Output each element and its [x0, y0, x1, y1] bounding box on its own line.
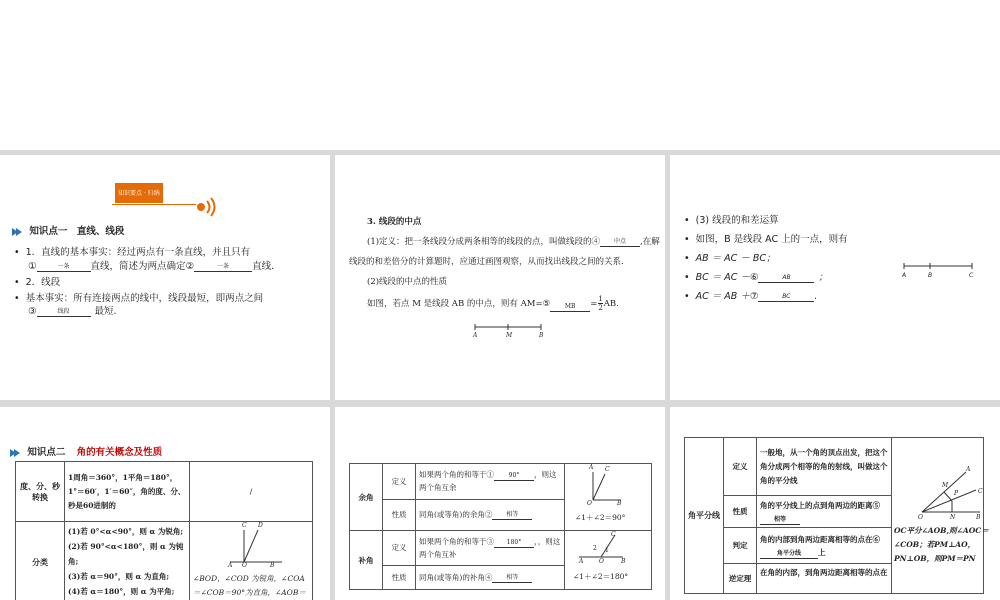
supp-definition: 如果两个角的和等于③ 180° ，，则这两个角互补	[416, 531, 565, 566]
definition-line: (1)定义：把一条线段分成两条相等的线段的点，叫做线段的④ 中点 ,在解	[367, 237, 660, 247]
slide-angle-concepts[interactable]	[0, 407, 330, 600]
fig-label-m: M	[942, 482, 949, 489]
point-label-m: M	[506, 332, 513, 339]
slide-segment-midpoint[interactable]	[335, 155, 665, 400]
slide-angle-bisector[interactable]	[670, 407, 1000, 600]
slide-segment-sum-difference[interactable]	[670, 155, 1000, 400]
comp-definition: 如果两个角的和等于① 90° ，则这两个角互余	[416, 464, 565, 500]
property-text: 角的平分线上的点到角两边的距离⑤相等	[757, 496, 892, 528]
answer-blank-4[interactable]: 中点	[600, 238, 640, 247]
bullet-line-1: • (3) 线段的和差运算	[684, 215, 779, 226]
cell-inverse: 逆定理	[724, 564, 757, 594]
point-label-b: B	[928, 272, 933, 279]
cell-definition: 定义	[383, 531, 416, 566]
property-line: 如图，若点 M 是线段 AB 的中点，则有 AM=⑤ MB = $\frac{1}{2}$ AB.	[367, 295, 619, 312]
fig-label-a: A	[228, 562, 233, 569]
fig-label-o: O	[242, 562, 247, 569]
bullet-1-line-a: 1．直线的基本事实：经过两点有一条直线，并且只有	[25, 247, 251, 258]
slide-line-segment-basics[interactable]	[0, 155, 330, 400]
bullet-1-line-b: ① 一条 直线，简述为两点确定② 一条 直线.	[28, 261, 275, 272]
definition-text: 一般地，从一个角的顶点出发，把这个角分成两个相等的角的射线，叫做这个角的平分线	[757, 438, 892, 496]
point-label-a: A	[473, 332, 478, 339]
comp-formula: ∠1＋∠2＝90°	[575, 513, 626, 522]
section-heading	[10, 444, 162, 458]
judgement-text: 角的内部到角两边距离相等的点在⑥角平分线 上	[757, 528, 892, 564]
fig-label-a: A	[579, 558, 584, 565]
heading-label: 知识点二	[27, 447, 66, 458]
cell-property: 性质	[383, 565, 416, 589]
bullet-line-2: • 如图，B 是线段 AC 上的一点，则有	[684, 234, 848, 245]
comp-property: 同角(或等角)的余角② 相等	[416, 499, 565, 530]
fig-label-b: B	[617, 500, 622, 507]
supp-figure	[565, 531, 652, 590]
fig-label-a: A	[589, 464, 594, 471]
badge-underline	[112, 204, 196, 205]
fig-label-b: B	[976, 514, 981, 521]
fig-label-n: N	[950, 514, 956, 521]
badge-label: 知识要点 · 归纳	[118, 190, 160, 197]
row-head-conversion: 度、分、秒转换	[16, 462, 65, 522]
classification-example: ∠BOD，∠COD 为锐角，∠COA＝∠COB＝90°为直角，∠AOB＝	[193, 574, 306, 597]
answer-blank-2[interactable]: 一条	[194, 263, 252, 272]
answer-blank-6[interactable]: 角平分线	[760, 550, 818, 559]
bullet-3-line-b: ③ 线段 最短.	[28, 306, 117, 317]
comp-figure	[565, 464, 652, 531]
fig-label-c: C	[978, 488, 983, 495]
bisector-figure-cell	[892, 438, 989, 594]
classification-list: (1)若 0°<α<90°，则 α 为锐角; (2)若 90°<α<180°，则 α 为钝角; (3)若 α＝90°，则 α 为直角; (4)若 α＝180°，则 α 为平角;	[65, 522, 190, 600]
point-label-c: C	[969, 272, 974, 279]
supp-formula: ∠1＋∠2＝180°	[573, 572, 629, 581]
triangle-bullet-icon	[16, 228, 22, 236]
answer-blank-4[interactable]: 相等	[492, 574, 532, 583]
point-label-b: B	[539, 332, 544, 339]
section-heading	[12, 223, 124, 237]
cell-definition: 定义	[383, 464, 416, 500]
fig-label-a: A	[966, 466, 971, 473]
bullet-3: • 基本事实：所有连接两点的线中，线段最短，即两点之间	[14, 293, 264, 304]
bisector-description: OC平分∠AOB,则∠AOC＝∠COB；若PM⊥AO，PN⊥OB，则PM＝PN	[894, 526, 989, 563]
answer-blank-1[interactable]: 90°	[494, 472, 534, 481]
answer-blank-2[interactable]: 相等	[492, 511, 532, 520]
conversion-text: 1周角＝360°，1平角＝180°，1°＝60′，1′＝60″，角的度、分、秒是60进制的	[65, 462, 190, 522]
cell-property: 性质	[383, 499, 416, 530]
fig-label-p: P	[954, 490, 959, 497]
supp-property: 同角(或等角)的补角④ 相等	[416, 565, 565, 589]
heading-text: 知识点一 直线、线段	[29, 226, 125, 237]
bullet-line-3: • AB ＝ AC － BC；	[684, 253, 776, 264]
slide-title: 3. 线段的中点	[367, 217, 422, 227]
answer-blank-7[interactable]: BC	[758, 293, 814, 302]
heading-title: 角的有关概念及性质	[76, 447, 163, 458]
fig-label-c: C	[242, 522, 247, 529]
fig-label-2: 2	[593, 545, 597, 552]
cell-property: 性质	[724, 496, 757, 528]
bullet-line-5: • AC ＝ AB ＋⑦ BC .	[684, 291, 818, 302]
slide-complementary-supplementary[interactable]	[335, 407, 665, 600]
definition-line-2: 线段的和差倍分的计算题时，应通过画图观察，从而找出线段之间的关系.	[349, 257, 624, 267]
row-head-classification: 分类	[16, 522, 65, 600]
angle-figure	[226, 524, 286, 568]
answer-blank-6[interactable]: AB	[758, 274, 814, 283]
cell-definition: 定义	[724, 438, 757, 496]
point-label-a: A	[902, 272, 907, 279]
answer-blank-1[interactable]: 一条	[37, 263, 91, 272]
fig-label-b: B	[621, 558, 626, 565]
bullet-1: • 1．直线的基本事实：经过两点有一条直线，并且只有	[14, 247, 251, 258]
conversion-right: /	[190, 462, 313, 522]
fig-label-o: O	[587, 500, 592, 507]
fig-label-c: C	[605, 466, 610, 473]
answer-blank-5[interactable]: 相等	[760, 516, 800, 525]
fig-label-o: O	[918, 514, 923, 521]
fig-label-o: O	[599, 558, 604, 565]
classification-figure	[190, 522, 313, 600]
bisector-figure	[914, 468, 984, 518]
complement-angle-figure	[585, 468, 625, 504]
bullet-2: • 2．线段	[14, 277, 61, 288]
segment-figure-abc	[898, 259, 978, 273]
cell-judgement: 判定	[724, 528, 757, 564]
triangle-bullet-icon	[14, 449, 20, 457]
inverse-text: 在角的内部，到角两边距离相等的点在	[757, 564, 892, 594]
angle-concepts-table	[15, 461, 313, 600]
answer-blank-3[interactable]: 线段	[37, 308, 91, 317]
fig-label-d: D	[258, 522, 263, 529]
answer-blank-3[interactable]: 180°	[494, 539, 534, 548]
bullet-line-4: • BC ＝ AC －⑥ AB ；	[684, 272, 828, 283]
fig-label-b: B	[270, 562, 275, 569]
group-complementary: 余角	[350, 464, 383, 531]
answer-blank-5[interactable]: MB	[550, 303, 590, 312]
row-head-bisector: 角平分线	[685, 438, 724, 594]
blank-top-area	[0, 0, 1000, 150]
sound-wave-icon	[195, 195, 223, 219]
property-title: (2)线段的中点的性质	[367, 277, 448, 287]
complement-table	[349, 463, 652, 590]
fig-label-c: C	[611, 531, 616, 538]
supplement-angle-figure	[575, 533, 627, 561]
bisector-table	[684, 437, 989, 594]
group-supplementary: 补角	[350, 531, 383, 590]
fig-label-1: 1	[605, 547, 609, 554]
